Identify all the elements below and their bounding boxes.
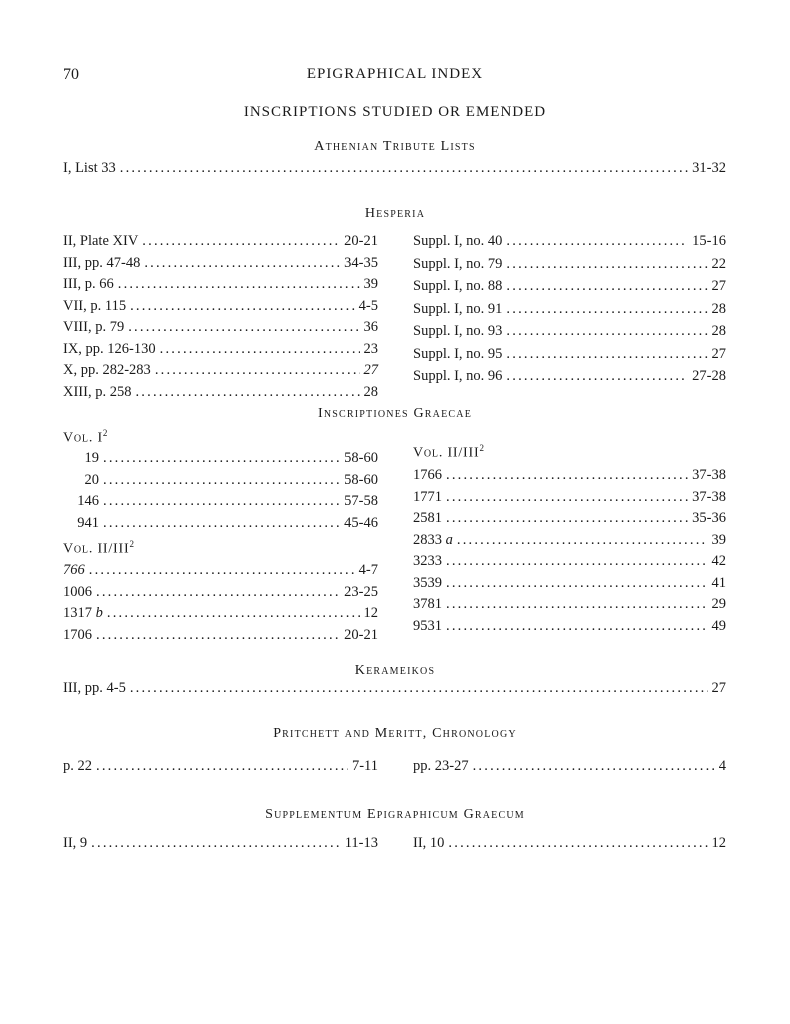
entry-label: Suppl. I, no. 40: [413, 233, 503, 249]
entry-label: [63, 562, 85, 579]
entry-number: 3233: [413, 553, 442, 569]
entry-number: 1706: [63, 626, 92, 643]
running-head: EPIGRAPHICAL INDEX: [306, 66, 484, 82]
index-entry: [413, 301, 726, 324]
entry-pages: 27: [711, 345, 726, 362]
leader-dots: [506, 233, 688, 250]
ig-vol2-left-column: [63, 562, 378, 648]
entry-label: II, Plate XIV: [63, 233, 139, 249]
index-entry: [63, 298, 378, 320]
pritchett-left: [63, 758, 378, 780]
index-entry: [413, 532, 726, 554]
entry-pages: 57-58: [344, 493, 378, 509]
leader-dots: [128, 319, 359, 336]
pritchett-right: [413, 758, 726, 780]
entry-pages: 36: [363, 319, 378, 335]
index-entry: [413, 758, 726, 780]
entry-label: p. 22: [63, 758, 92, 774]
entry-pages: 28: [363, 383, 378, 400]
subheading-vol-2-left: [63, 539, 135, 558]
section-heading-ig: Inscriptiones Graecae: [317, 406, 473, 421]
entry-label: XIII, p. 258: [63, 383, 132, 400]
index-entry: [413, 278, 726, 301]
entry-label: [63, 605, 103, 622]
leader-dots: [89, 562, 355, 579]
entry-number: 1006: [63, 583, 92, 600]
entry-number: 941: [77, 514, 99, 531]
entry-label: IX, pp. 126-130: [63, 340, 156, 357]
leader-dots: [103, 515, 340, 532]
entry-pages: 20-21: [344, 626, 378, 643]
leader-dots: [103, 450, 340, 467]
entry-number: 2833: [413, 531, 442, 548]
entry-label: [413, 489, 442, 506]
index-entry: [63, 384, 378, 406]
entry-number: 3781: [413, 596, 442, 612]
entry-number: 146: [77, 493, 99, 509]
index-entry: [413, 323, 726, 346]
entry-label: [63, 627, 92, 644]
leader-dots: [446, 575, 708, 592]
entry-label: Suppl. I, no. 88: [413, 278, 503, 294]
index-entry: [63, 680, 726, 702]
leader-dots: [96, 584, 340, 601]
entry-label: III, pp. 47-48: [63, 254, 141, 271]
leader-dots: [506, 256, 707, 273]
section-heading-seg: Supplementum Epigraphicum Graecum: [265, 807, 525, 822]
section-heading-pritchett: Pritchett and Meritt, Chronology: [273, 726, 517, 741]
entry-label: [413, 596, 442, 613]
entry-pages: 58-60: [344, 450, 378, 466]
leader-dots: [96, 627, 340, 644]
index-entry: [63, 515, 378, 537]
index-entry: [63, 255, 378, 277]
entry-pages: 12: [711, 835, 726, 851]
superscript: 2: [102, 428, 109, 438]
entry-pages: 29: [711, 596, 726, 612]
index-entry: [413, 575, 726, 597]
entry-label: VII, p. 115: [63, 297, 127, 314]
subheading-label: Vol. II/III: [413, 445, 480, 461]
leader-dots: [506, 346, 707, 363]
kerameikos-list: [63, 680, 726, 702]
leader-dots: [446, 510, 688, 527]
entry-pages: 35-36: [692, 510, 726, 526]
entry-pages: 22: [711, 255, 726, 272]
leader-dots: [130, 298, 355, 315]
entry-pages: 58-60: [344, 471, 378, 488]
entry-label: [63, 584, 92, 601]
entry-pages: 31-32: [692, 160, 726, 176]
entry-number: 9531: [413, 617, 442, 634]
entry-pages: 12: [363, 605, 378, 621]
entry-pages: 4: [718, 758, 726, 774]
entry-label: Suppl. I, no. 95: [413, 345, 503, 362]
index-entry: [413, 510, 726, 532]
section-heading-hesperia: Hesperia: [364, 206, 426, 221]
leader-dots: [446, 553, 708, 570]
entry-pages: 39: [711, 531, 726, 548]
entry-pages: 27-28: [692, 368, 726, 384]
leader-dots: [107, 605, 360, 622]
index-entry: [413, 835, 726, 857]
leader-dots: [91, 835, 341, 852]
leader-dots: [473, 758, 715, 775]
entry-suffix: b: [95, 605, 103, 621]
index-entry: [63, 160, 726, 182]
index-entry: [413, 233, 726, 256]
entry-label: pp. 23-27: [413, 758, 469, 774]
entry-number: 2581: [413, 510, 442, 526]
superscript: 2: [479, 443, 485, 453]
entry-pages: 41: [711, 574, 726, 591]
entry-pages: 27: [711, 278, 726, 294]
entry-label: Suppl. I, no. 96: [413, 368, 503, 384]
leader-dots: [130, 680, 708, 697]
entry-pages: 20-21: [344, 233, 378, 249]
entry-pages: 4-5: [358, 297, 378, 314]
entry-label: Suppl. I, no. 79: [413, 255, 503, 272]
subheading-vol-1: [63, 428, 108, 447]
entry-pages: 28: [711, 323, 726, 339]
index-entry: [413, 346, 726, 369]
hesperia-right-column: [413, 233, 726, 391]
entry-label: [413, 510, 442, 527]
entry-pages: 7-11: [351, 758, 378, 774]
leader-dots: [155, 362, 360, 379]
index-entry: [63, 758, 378, 780]
index-entry: [63, 276, 378, 298]
leader-dots: [446, 467, 688, 484]
entry-label: III, pp. 4-5: [63, 680, 126, 696]
subheading-label: Vol. I: [63, 430, 103, 446]
seg-right: [413, 835, 726, 857]
entry-number: 1771: [413, 488, 442, 505]
entry-pages: 23: [363, 340, 378, 357]
entry-label: [413, 553, 442, 570]
ig-vol2-right-column: [413, 467, 726, 639]
leader-dots: [144, 255, 340, 272]
section-heading-atl: Athenian Tribute Lists: [314, 139, 476, 154]
page-number: 70: [63, 66, 79, 83]
index-entry: [413, 368, 726, 391]
entry-pages: 23-25: [344, 583, 378, 600]
index-entry: [63, 835, 378, 857]
leader-dots: [457, 532, 708, 549]
seg-left: [63, 835, 378, 857]
leader-dots: [506, 301, 707, 318]
index-entry: [413, 256, 726, 279]
index-entry: [413, 467, 726, 489]
entry-label: [413, 618, 442, 635]
leader-dots: [446, 596, 708, 613]
leader-dots: [506, 278, 707, 295]
entry-pages: 15-16: [692, 233, 726, 249]
entry-number: 19: [84, 450, 99, 466]
entry-pages: 34-35: [344, 254, 378, 271]
entry-pages: 37-38: [692, 488, 726, 505]
page-title: INSCRIPTIONS STUDIED OR EMENDED: [243, 104, 547, 120]
entry-number: 766: [63, 562, 85, 578]
entry-pages: 42: [711, 553, 726, 569]
leader-dots: [506, 323, 707, 340]
leader-dots: [448, 835, 707, 852]
entry-pages: 37-38: [692, 467, 726, 483]
leader-dots: [103, 472, 340, 489]
leader-dots: [446, 618, 708, 635]
index-entry: [413, 553, 726, 575]
entry-suffix: a: [445, 531, 453, 548]
entry-number: 20: [84, 471, 99, 488]
hesperia-left-column: [63, 233, 378, 405]
index-entry: [63, 493, 378, 515]
entry-pages: 27: [711, 680, 726, 696]
index-entry: [63, 605, 378, 627]
entry-label: [413, 575, 442, 592]
index-entry: [63, 627, 378, 649]
leader-dots: [103, 493, 340, 510]
entry-number: 3539: [413, 574, 442, 591]
entry-label: X, pp. 282-283: [63, 362, 151, 378]
section-heading-kerameikos: Kerameikos: [354, 663, 436, 678]
entry-label: II, 9: [63, 835, 88, 851]
entry-label: Suppl. I, no. 91: [413, 300, 503, 317]
entry-label: [413, 467, 442, 484]
entry-label: [413, 532, 453, 549]
atl-list: [63, 160, 726, 182]
index-entry: [63, 584, 378, 606]
index-entry: [413, 596, 726, 618]
entry-pages: 39: [363, 276, 378, 292]
leader-dots: [446, 489, 688, 506]
entry-pages: 28: [711, 300, 726, 317]
index-entry: [63, 362, 378, 384]
index-entry: [63, 319, 378, 341]
index-entry: [413, 489, 726, 511]
leader-dots: [506, 368, 688, 385]
entry-pages: 11-13: [344, 835, 378, 851]
entry-label: VIII, p. 79: [63, 319, 125, 335]
entry-label: Suppl. I, no. 93: [413, 323, 503, 339]
leader-dots: [96, 758, 348, 775]
leader-dots: [135, 384, 359, 401]
leader-dots: [160, 341, 360, 358]
superscript: 2: [129, 539, 135, 549]
subheading-vol-2-right: [413, 443, 485, 462]
index-entry: [63, 341, 378, 363]
index-entry: [413, 618, 726, 640]
leader-dots: [120, 160, 688, 177]
index-entry: [63, 233, 378, 255]
entry-label: II, 10: [413, 835, 445, 851]
index-entry: [63, 562, 378, 584]
entry-pages: 27: [363, 362, 378, 378]
leader-dots: [118, 276, 360, 293]
entry-pages: 45-46: [344, 514, 378, 531]
subheading-label: Vol. II/III: [63, 541, 130, 557]
entry-pages: 4-7: [358, 562, 378, 578]
leader-dots: [142, 233, 340, 250]
entry-number: 1766: [413, 467, 442, 483]
index-entry: [63, 450, 378, 472]
entry-number: 1317: [63, 605, 92, 621]
index-entry: [63, 472, 378, 494]
entry-label: III, p. 66: [63, 276, 114, 292]
entry-label: I, List 33: [63, 160, 116, 176]
ig-vol1-column: [63, 450, 378, 536]
entry-pages: 49: [711, 617, 726, 634]
